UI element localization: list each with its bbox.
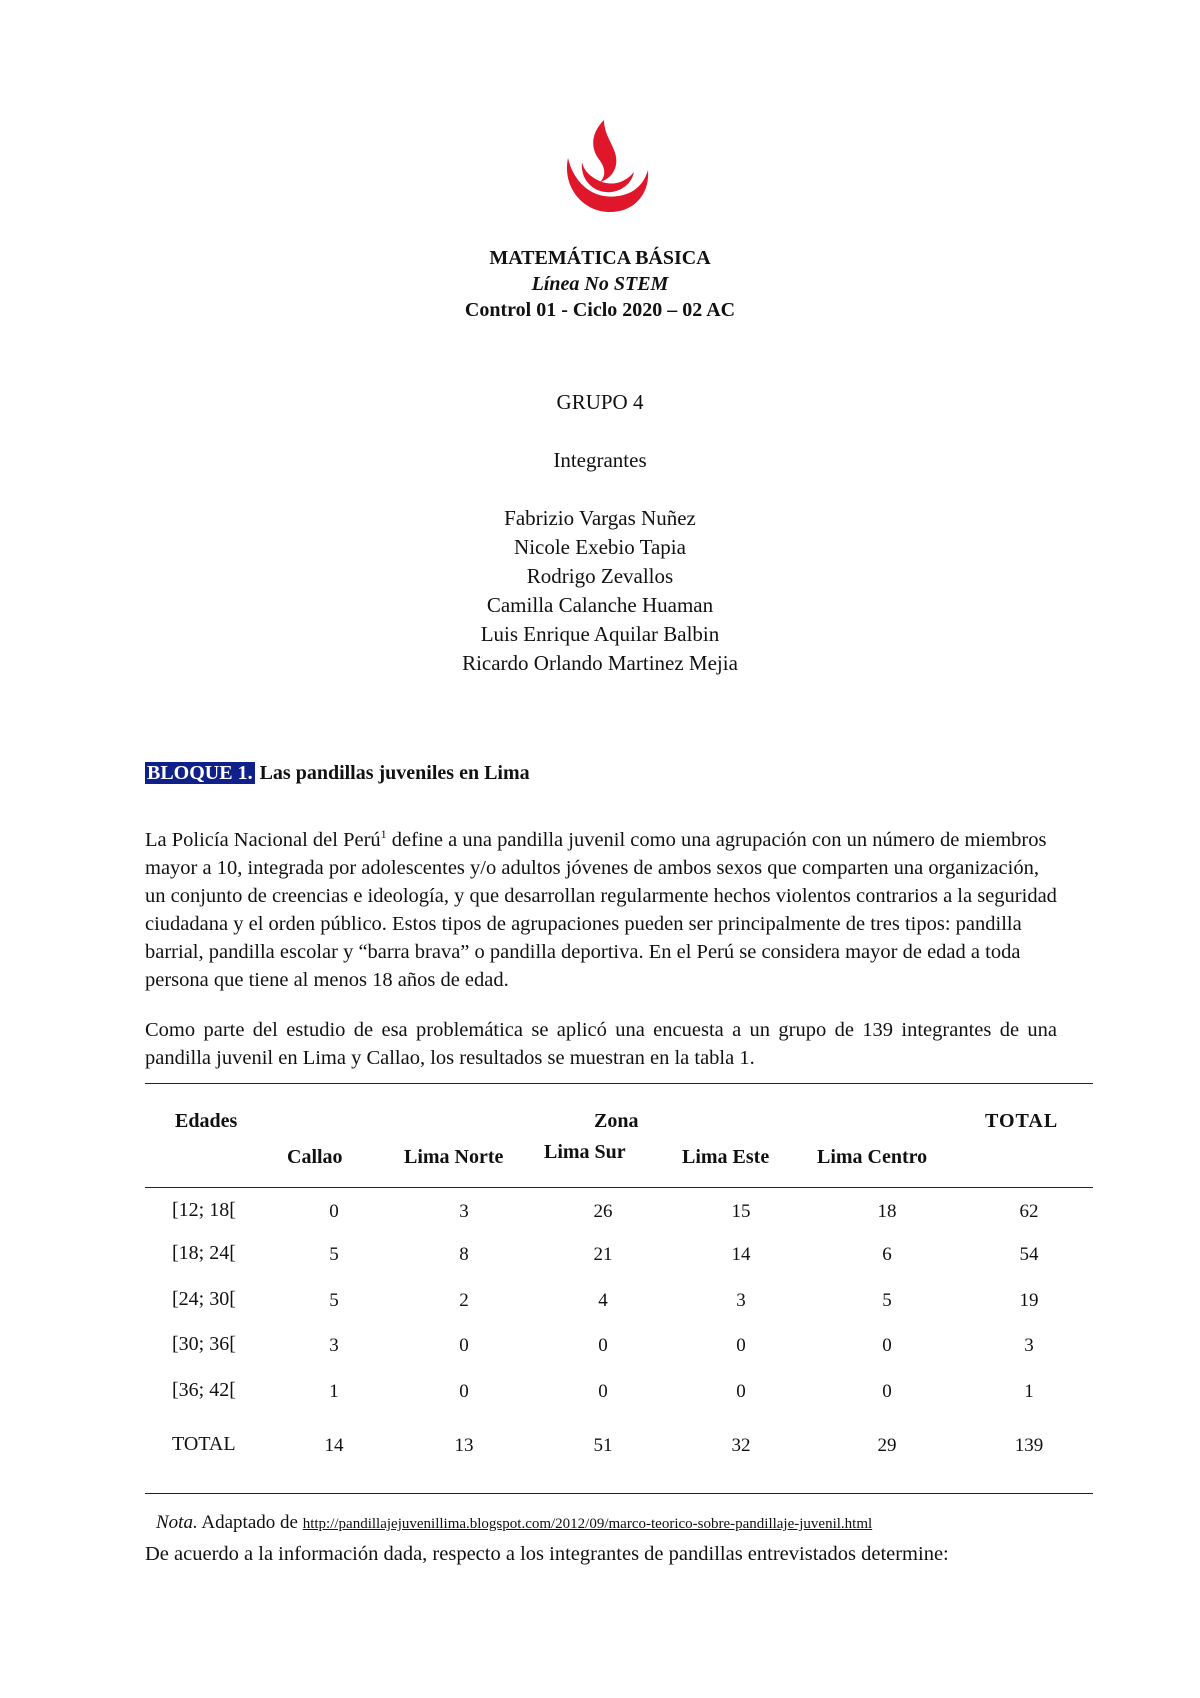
member-name: Fabrizio Vargas Nuñez [504,506,696,530]
table-cell: 54 [1019,1244,1039,1265]
table-cell: 3 [1024,1335,1034,1356]
table-cell: 2 [459,1290,469,1311]
note-label: Nota. [156,1512,198,1533]
control-title: Control 01 - Ciclo 2020 – 02 AC [464,299,736,321]
table-row-label: [18; 24[ [172,1242,236,1264]
header-edades: Edades [175,1110,238,1132]
header-zone-lima-sur: Lima Sur [544,1141,626,1163]
table-cell: 5 [329,1290,339,1311]
table-cell: 14 [324,1435,344,1456]
table-cell: 29 [877,1435,897,1456]
table-cell: 15 [731,1201,751,1222]
source-link[interactable]: http://pandillajejuvenillima.blogspot.com/2012/09/marco-teorico-sobre-pandillaje-juvenil.html [302,1516,873,1532]
section-title: Las pandillas juveniles en Lima [254,762,530,784]
table-cell: 18 [877,1201,897,1222]
survey-paragraph: Como parte del estudio de esa problemática se aplicó una encuesta a un grupo de 139 integrantes de una pandilla juvenil en Lima y Callao, los resultados se muestran en la tabla 1. [145,1019,1057,1069]
table-header-rule [145,1187,1093,1188]
table-row-label: [12; 18[ [172,1199,236,1221]
document-header [0,245,1200,323]
table-cell: 6 [882,1244,892,1265]
members-list [0,504,1200,678]
member-name: Rodrigo Zevallos [526,564,674,588]
member-name: Nicole Exebio Tapia [514,535,686,559]
header-zone-lima-centro: Lima Centro [817,1146,928,1168]
table-cell: 62 [1019,1201,1039,1222]
question-paragraph: De acuerdo a la información dada, respecto a los integrantes de pandillas entrevistados determine: [145,1543,949,1565]
table-cell: 1 [329,1381,339,1402]
member-name: Ricardo Orlando Martinez Mejia [462,651,738,675]
table-row-label: TOTAL [172,1433,236,1455]
header-zona: Zona [594,1110,639,1132]
table-cell: 26 [593,1201,613,1222]
table-cell: 4 [598,1290,608,1311]
table-cell: 0 [736,1381,746,1402]
table-bottom-rule [145,1493,1093,1494]
member-name: Camilla Calanche Huaman [486,593,714,617]
table-cell: 19 [1019,1290,1039,1311]
members-label: Integrantes [553,448,647,472]
table-cell: 5 [882,1290,892,1311]
header-zone-callao: Callao [287,1146,343,1168]
intro-paragraph [145,820,1057,994]
note-text: Adaptado de [197,1512,303,1533]
table-cell: 0 [598,1381,608,1402]
table-cell: 32 [731,1435,751,1456]
table-cell: 14 [731,1244,751,1265]
table-cell: 0 [736,1335,746,1356]
section-tag: BLOQUE 1. [147,762,253,784]
table-cell: 3 [459,1201,469,1222]
table-cell: 0 [459,1335,469,1356]
table-cell: 3 [329,1335,339,1356]
table-cell: 5 [329,1244,339,1265]
table-row-label: [24; 30[ [172,1288,236,1310]
group-name: GRUPO 4 [556,390,644,414]
table-cell: 8 [459,1244,469,1265]
member-name: Luis Enrique Aquilar Balbin [480,622,720,646]
table-cell: 0 [459,1381,469,1402]
table-cell: 0 [882,1381,892,1402]
table-note [156,1512,872,1534]
footnote-marker: 1 [380,827,387,841]
intro-text-start: La Policía Nacional del Perú [145,828,381,851]
header-total: TOTAL [985,1110,1059,1132]
university-flame-logo [554,116,654,216]
table-row-label: [30; 36[ [172,1333,236,1355]
table-cell: 21 [593,1244,613,1265]
table-cell: 0 [598,1335,608,1356]
header-zone-lima-norte: Lima Norte [404,1146,504,1168]
table-cell: 0 [882,1335,892,1356]
table-cell: 3 [736,1290,746,1311]
table-top-rule [145,1083,1093,1084]
line-title: Línea No STEM [531,273,669,295]
table-row-label: [36; 42[ [172,1379,236,1401]
table-cell: 13 [454,1435,474,1456]
section-heading [145,762,530,785]
table-cell: 1 [1024,1381,1034,1402]
course-title: MATEMÁTICA BÁSICA [489,247,711,269]
header-zone-lima-este: Lima Este [682,1146,770,1168]
table-cell: 51 [593,1435,613,1456]
table-cell: 0 [329,1201,339,1222]
intro-text-rest: define a una pandilla juvenil como una agrupación con un número de miembros mayor a 10, integrada por adolescentes y/o adultos jóvenes de ambos sexos que comparten una organización, un conjunto de creencias e ideología, y que desarrollan regularmente hechos violentos contrarios a la seguridad ciudadana y el orden público. Estos tipos de agrupaciones pueden ser principalmente de tres tipos: pandilla barrial, pandilla escolar y “barra brava” o pandilla deportiva. En el Perú se considera mayor de edad a toda persona que tiene al menos 18 años de edad. [145,828,1057,991]
table-cell: 139 [1014,1435,1044,1456]
